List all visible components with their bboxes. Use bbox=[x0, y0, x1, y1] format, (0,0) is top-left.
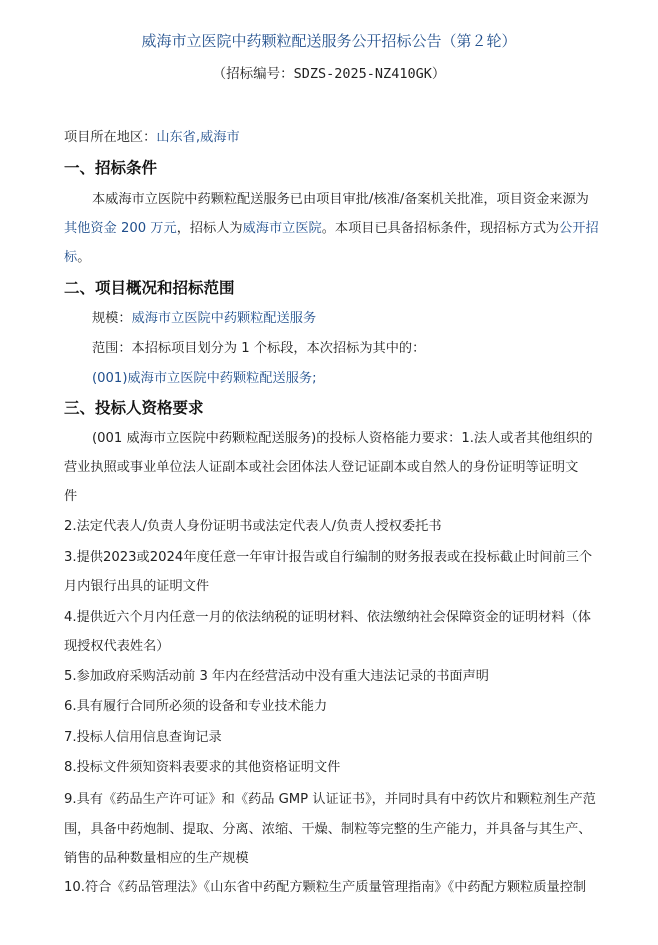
qualification-item: 5.参加政府采购活动前 3 年内在经营活动中没有重大违法记录的书面声明 bbox=[64, 669, 489, 684]
qualification-item: 6.具有履行合同所必须的设备和专业技术能力 bbox=[64, 699, 328, 714]
qualification-intro-line3: 件 bbox=[64, 489, 78, 504]
qualification-item: 围，具备中药炮制、提取、分离、浓缩、干燥、制粒等完整的生产能力，并具备与其生产、 bbox=[64, 822, 592, 837]
scale-label: 规模： bbox=[92, 311, 132, 326]
location-value: 山东省,威海市 bbox=[156, 130, 240, 145]
tenderer-name: 威海市立医院 bbox=[242, 221, 322, 236]
qualification-item: 现授权代表姓名） bbox=[64, 639, 170, 654]
section1-paragraph-line2 bbox=[64, 219, 598, 239]
qualification-intro-line2: 营业执照或事业单位法人证副本或社会团体法人登记证副本或自然人的身份证明等证明文 bbox=[64, 460, 579, 475]
qualification-item: 3.提供2023或2024年度任意一年审计报告或自行编制的财务报表或在投标截止时间前三个 bbox=[64, 550, 593, 565]
section3-heading: 三、投标人资格要求 bbox=[64, 399, 204, 417]
bid-method-tail: 标 bbox=[64, 250, 78, 265]
qualification-item: 9.具有《药品生产许可证》和《药品 GMP 认证证书》，并同时具有中药饮片和颗粒剂生产范 bbox=[64, 792, 596, 807]
text-fragment: ，招标人为 bbox=[176, 221, 243, 236]
page-title: 威海市立医院中药颗粒配送服务公开招标公告（第２轮） bbox=[141, 32, 517, 50]
bid-number: （招标编号：SDZS-2025-NZ410GK） bbox=[212, 66, 446, 82]
qualification-item: 7.投标人信用信息查询记录 bbox=[64, 730, 222, 745]
qualification-item: 10.符合《药品管理法》《山东省中药配方颗粒生产质量管理指南》《中药配方颗粒质量控制 bbox=[64, 880, 587, 895]
qualification-item: 4.提供近六个月内任意一月的依法纳税的证明材料、依法缴纳社会保障资金的证明材料（体 bbox=[64, 610, 591, 625]
qualification-item: 2.法定代表人/负责人身份证明书或法定代表人/负责人授权委托书 bbox=[64, 519, 442, 534]
qualification-item: 月内银行出具的证明文件 bbox=[64, 579, 210, 594]
lot-line: (001)威海市立医院中药颗粒配送服务; bbox=[92, 371, 317, 386]
section1-heading: 一、招标条件 bbox=[64, 159, 158, 177]
scale-line bbox=[92, 309, 598, 329]
section1-paragraph-line3 bbox=[64, 248, 598, 268]
scale-value: 威海市立医院中药颗粒配送服务 bbox=[131, 311, 317, 326]
location-label: 项目所在地区： bbox=[64, 130, 157, 145]
section2-heading: 二、项目概况和招标范围 bbox=[64, 279, 235, 297]
qualification-item: 8.投标文件须知资料表要求的其他资格证明文件 bbox=[64, 760, 341, 775]
fund-source: 其他资金 200 万元 bbox=[64, 221, 177, 236]
section1-paragraph-line1: 本威海市立医院中药颗粒配送服务已由项目审批/核准/备案机关批准，项目资金来源为 bbox=[92, 192, 589, 207]
scope-line: 范围：本招标项目划分为 1 个标段，本次招标为其中的： bbox=[92, 341, 426, 356]
project-location bbox=[64, 128, 598, 148]
qualification-item: 销售的品种数量相应的生产规模 bbox=[64, 851, 249, 866]
text-fragment: 。 bbox=[77, 250, 91, 265]
bid-method: 公开招 bbox=[559, 221, 599, 236]
text-fragment: 。本项目已具备招标条件，现招标方式为 bbox=[321, 221, 560, 236]
qualification-intro-line1: (001 威海市立医院中药颗粒配送服务)的投标人资格能力要求：1.法人或者其他组织的 bbox=[92, 431, 593, 446]
